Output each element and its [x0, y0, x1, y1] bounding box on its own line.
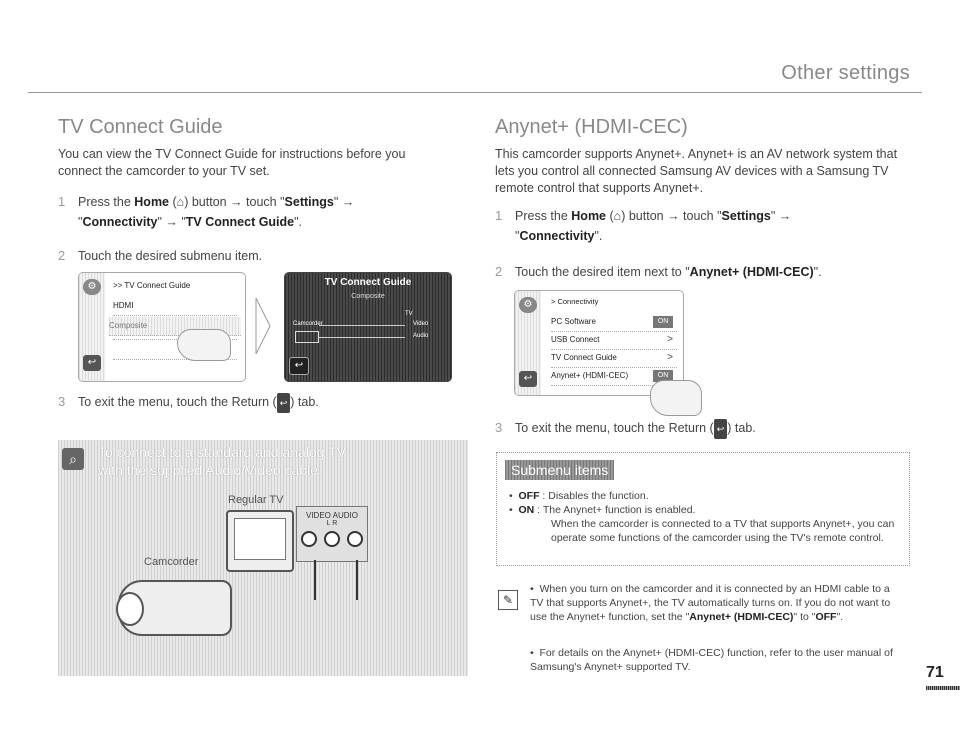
- step-text: (: [606, 209, 614, 223]
- connectivity-term: Connectivity: [519, 229, 595, 243]
- tv-step-1: [58, 192, 458, 232]
- step-text: Touch the desired submenu item.: [78, 249, 263, 263]
- menu-item-pc-software[interactable]: [551, 313, 677, 332]
- settings-term: Settings: [721, 209, 771, 223]
- chevron-right-icon: >: [667, 334, 673, 345]
- tv-step-3: [58, 392, 458, 413]
- audio-left-jack-icon: [324, 531, 340, 547]
- on-toggle[interactable]: ON: [653, 316, 673, 328]
- tv-label: TV: [405, 311, 413, 317]
- tip-line-2: with the supplied Audio/Video cable.: [98, 462, 322, 478]
- tv-step-2: [58, 246, 458, 266]
- menu-item-label: Anynet+ (HDMI-CEC): [551, 371, 629, 380]
- anynet-title: Anynet+ (HDMI-CEC): [495, 116, 688, 138]
- note-text: " to ": [793, 611, 816, 623]
- step-text: ".: [813, 265, 822, 279]
- step-text: " →: [770, 209, 792, 223]
- tv-icon: [226, 510, 294, 572]
- step-number: 3: [495, 420, 503, 435]
- step-text: ) button → touch ": [621, 209, 722, 223]
- note-1: • When you turn on the camcorder and it is connected by an HDMI cable to a TV that supports Anynet+, the TV automatically turns on. If you do not want to use the Anynet+ function, set the "Anynet+ (HDMI-CEC)" to "OFF".: [530, 583, 891, 623]
- lr-label: L R: [326, 520, 338, 527]
- av-cable: [314, 560, 358, 600]
- return-icon[interactable]: ↩: [289, 357, 309, 375]
- submenu-box: [496, 452, 910, 566]
- video-jack-icon: [301, 531, 317, 547]
- anynet-step-2: [495, 262, 915, 282]
- menu-item-label: USB Connect: [551, 335, 600, 344]
- note-pencil-icon: ✎: [498, 590, 518, 610]
- submenu-on-detail: When the camcorder is connected to a TV that supports Anynet+, you can operate some functions of the camcorder using the TV's remote control.: [551, 518, 895, 544]
- header-divider: [28, 92, 922, 93]
- gear-icon[interactable]: ⚙: [519, 297, 537, 313]
- step-text: To exit the menu, touch the Return (: [78, 395, 277, 409]
- video-label: Video: [413, 321, 429, 327]
- step-number: 3: [58, 394, 66, 409]
- step-text: ".: [594, 229, 603, 243]
- finger-icon: [650, 380, 702, 416]
- screen-title: TV Connect Guide: [324, 277, 412, 288]
- tv-guide-menu-screen: [78, 272, 246, 382]
- note-2: • For details on the Anynet+ (HDMI-CEC) function, refer to the user manual of Samsung's Anynet+ supported TV.: [530, 647, 893, 673]
- menu-item-usb-connect[interactable]: [551, 331, 677, 350]
- menu-breadcrumb: >> TV Connect Guide: [113, 281, 191, 290]
- step-number: 1: [58, 194, 66, 209]
- regular-tv-label: Regular TV: [228, 494, 284, 506]
- tv-connect-guide-title: TV Connect Guide: [58, 116, 223, 138]
- step-text: ) button → touch ": [184, 195, 285, 209]
- home-icon: ⌂: [176, 195, 185, 209]
- cable-line: [319, 325, 405, 326]
- menu-item-label: TV Connect Guide: [551, 353, 617, 362]
- on-toggle[interactable]: ON: [653, 370, 673, 382]
- audio-right-jack-icon: [347, 531, 363, 547]
- camcorder-icon: [118, 580, 232, 636]
- settings-term: Settings: [284, 195, 334, 209]
- submenu-off-item: • OFF : Disables the function.: [509, 490, 649, 502]
- return-icon: ↩: [714, 419, 728, 439]
- menu-item-composite[interactable]: Composite: [109, 317, 241, 336]
- gear-icon[interactable]: ⚙: [83, 279, 101, 295]
- magnifier-icon: ⌕: [62, 448, 84, 470]
- step-text: Press the: [78, 195, 135, 209]
- step-text: " → ": [157, 215, 186, 229]
- note-text: ".: [836, 611, 844, 623]
- anynet-step-3: [495, 418, 915, 439]
- menu-breadcrumb: > Connectivity: [551, 297, 599, 306]
- on-term: ON: [518, 504, 535, 516]
- camcorder-label: Camcorder: [144, 556, 199, 568]
- step-text: To exit the menu, touch the Return (: [515, 421, 714, 435]
- menu-item-label: PC Software: [551, 317, 596, 326]
- note-text: For details on the Anynet+ (HDMI-CEC) function, refer to the user manual of Samsung's Anynet+ supported TV.: [530, 647, 893, 673]
- anynet-intro: This camcorder supports Anynet+. Anynet+ is an AV network system that lets you control all connected Samsung AV devices with a Samsung TV remote control that supports Anynet+.: [495, 147, 898, 195]
- menu-item-tv-connect-guide[interactable]: [551, 349, 677, 368]
- note-text: When you turn on the camcorder and it is connected by an HDMI cable to a TV that supports Anynet+, the TV automatically turns on. If you do not want to use the Anynet+ function, set the ": [530, 583, 891, 623]
- return-icon[interactable]: ↩: [83, 355, 101, 371]
- return-icon: ↩: [277, 393, 291, 413]
- guide-term: TV Connect Guide: [185, 215, 295, 229]
- off-text: : Disables the function.: [539, 490, 649, 502]
- step-text: (: [169, 195, 177, 209]
- submenu-on-item: • ON : The Anynet+ function is enabled.: [509, 504, 696, 516]
- step-number: 2: [495, 264, 503, 279]
- step-text: Press the: [515, 209, 572, 223]
- tip-line-1: To connect to a standard and analog TV: [98, 444, 347, 460]
- home-term: Home: [134, 195, 170, 209]
- anynet-term: Anynet+ (HDMI-CEC): [689, 265, 814, 279]
- step-text: ": [515, 229, 520, 243]
- tv-guide-composite-screen: [284, 272, 452, 382]
- home-term: Home: [571, 209, 607, 223]
- tv-connect-intro: You can view the TV Connect Guide for instructions before you connect the camcorder to your TV set.: [58, 147, 406, 178]
- finger-icon: [177, 329, 231, 361]
- page-number: 71: [926, 664, 944, 681]
- page-header-title: Other settings: [781, 62, 910, 84]
- return-icon[interactable]: ↩: [519, 371, 537, 387]
- camcorder-port-icon: [295, 331, 319, 343]
- off-term: OFF: [518, 490, 540, 502]
- step-text: ) tab.: [290, 395, 319, 409]
- menu-item-hdmi[interactable]: HDMI: [113, 297, 237, 316]
- step-text: ": [78, 215, 83, 229]
- video-audio-label: VIDEO AUDIO: [305, 511, 358, 520]
- page-number-bar: [926, 686, 960, 690]
- step-number: 1: [495, 208, 503, 223]
- on-text: : The Anynet+ function is enabled.: [534, 504, 696, 516]
- tip-box: [58, 440, 468, 676]
- step-text: " →: [333, 195, 355, 209]
- submenu-title: Submenu items: [505, 460, 614, 480]
- audio-label: Audio: [413, 333, 429, 339]
- anynet-step-1: [495, 206, 915, 246]
- screen-subtitle: Composite: [351, 293, 385, 300]
- tv-av-panel: [296, 506, 368, 562]
- step-text: ".: [294, 215, 303, 229]
- home-icon: ⌂: [613, 209, 622, 223]
- cable-line: [319, 337, 405, 338]
- chevron-right-icon: >: [667, 352, 673, 363]
- next-arrow-icon: [255, 298, 271, 354]
- off-term: OFF: [815, 611, 837, 623]
- step-number: 2: [58, 248, 66, 263]
- anynet-term: Anynet+ (HDMI-CEC): [689, 611, 794, 623]
- camcorder-label: Camcorder: [293, 321, 323, 327]
- step-text: ) tab.: [727, 421, 756, 435]
- step-text: Touch the desired item next to ": [515, 265, 690, 279]
- connectivity-term: Connectivity: [82, 215, 158, 229]
